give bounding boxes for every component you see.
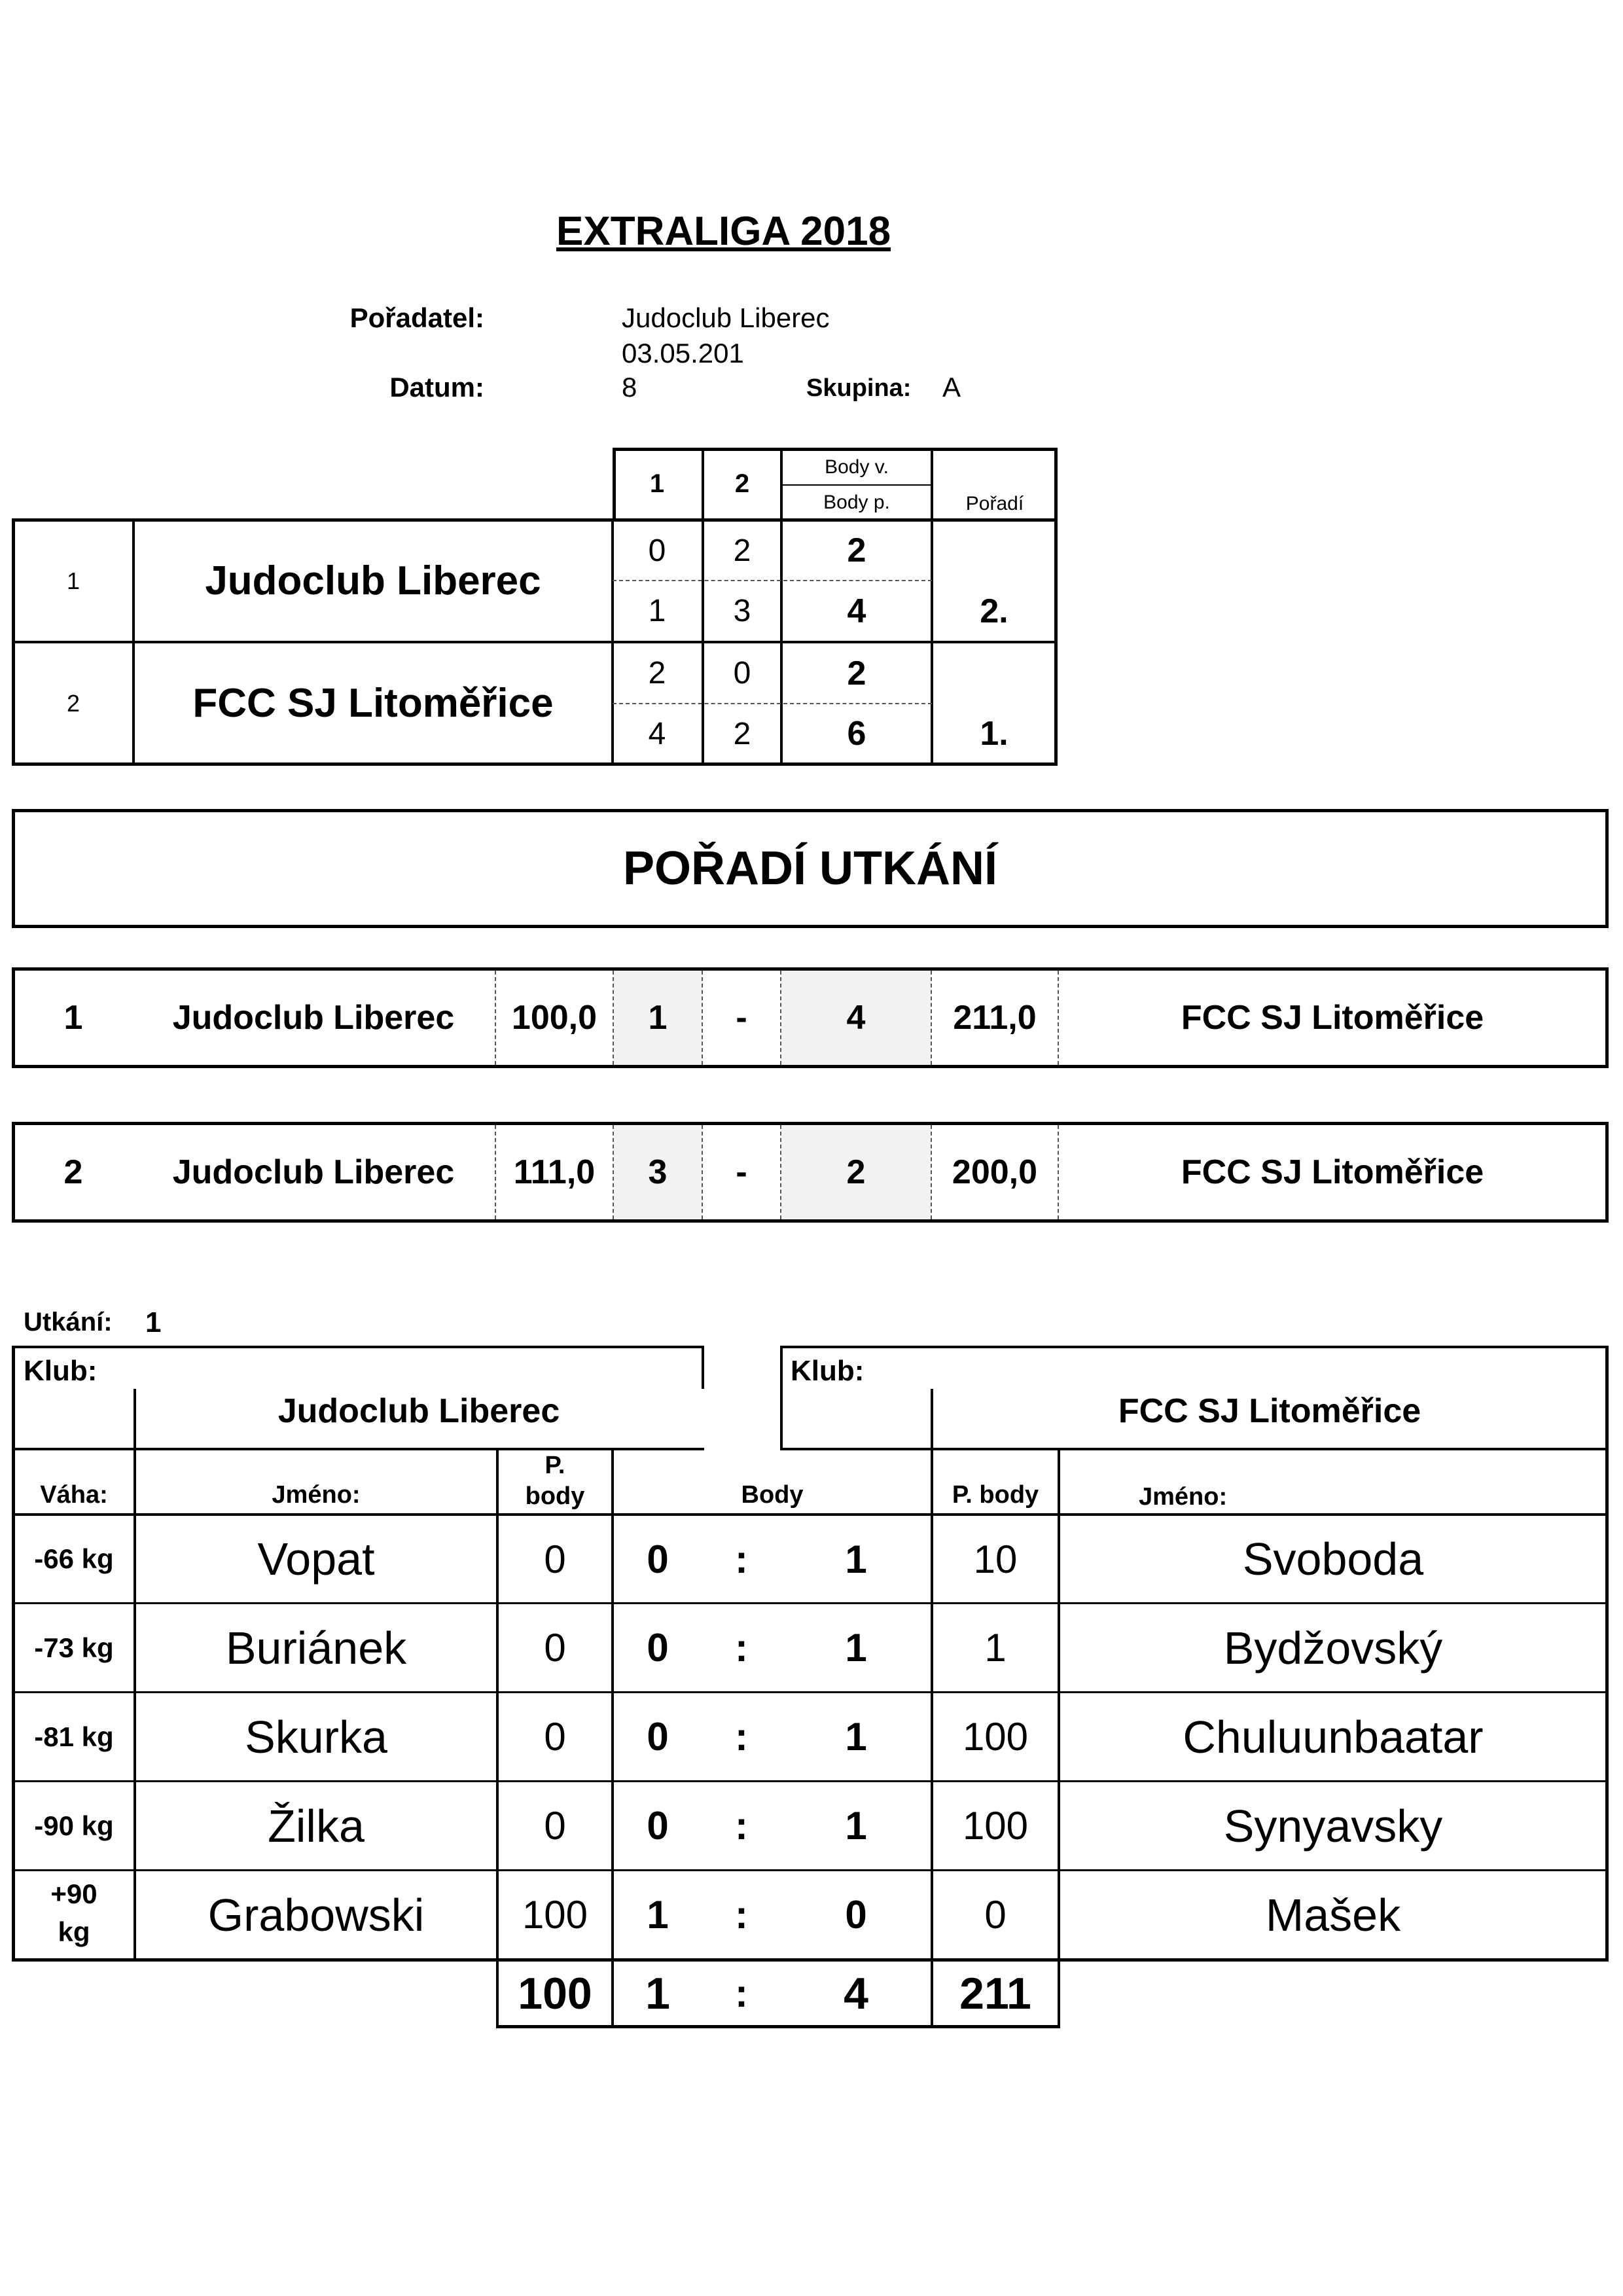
team-body: 2: [847, 654, 866, 692]
date-value-line1: 03.05.201: [622, 338, 744, 368]
bout-home-pts: 0: [544, 1804, 566, 1848]
bout-away-pts: 100: [962, 1804, 1029, 1848]
match-home-pts: 100,0: [511, 999, 597, 1037]
bout-sep: :: [735, 1893, 748, 1937]
away-klub-label: Klub:: [791, 1355, 865, 1387]
bout-home-score: 0: [647, 1626, 669, 1670]
bout-home-score: 0: [647, 1804, 669, 1848]
match-home: Judoclub Liberec: [172, 1153, 455, 1191]
bout-away-pts: 10: [973, 1537, 1018, 1581]
col-body: Body: [741, 1480, 804, 1509]
bout-sep: :: [735, 1537, 748, 1581]
match-sep: -: [736, 1153, 747, 1191]
bout-away-name: Mašek: [1265, 1889, 1401, 1941]
total-away-score: 4: [844, 1968, 868, 2018]
away-club-name: FCC SJ Litoměřice: [1118, 1392, 1421, 1430]
bout-home-pts: 100: [522, 1893, 588, 1937]
col-jmeno-right: Jméno:: [1139, 1483, 1228, 1511]
date-value-line2: 8: [622, 372, 637, 403]
bout-away-score: 1: [845, 1715, 867, 1759]
total-away-pts: 211: [959, 1968, 1031, 2018]
bout-home-score: 0: [647, 1715, 669, 1759]
bout-home-pts: 0: [544, 1715, 566, 1759]
standings-body-p: Body p.: [823, 492, 890, 513]
bout-home-name: Vopat: [257, 1534, 375, 1585]
match-away-score: 2: [846, 1153, 866, 1191]
match-num: 2: [63, 1153, 83, 1191]
team-score: 0: [648, 533, 666, 568]
team-num: 2: [66, 689, 80, 717]
bout-away-score: 1: [845, 1537, 867, 1581]
team-place: 2.: [980, 592, 1008, 630]
match-sep: -: [736, 999, 747, 1037]
date-label: Datum:: [389, 372, 484, 403]
team-body: 6: [847, 715, 866, 753]
col-pbody-l1: P.: [544, 1451, 565, 1479]
standings-body-v: Body v.: [825, 456, 889, 478]
match-home-score: 1: [648, 999, 668, 1037]
bout-away-score: 1: [845, 1626, 867, 1670]
bout-home-name: Grabowski: [207, 1889, 425, 1941]
utkani-value: 1: [145, 1306, 162, 1338]
match-away: FCC SJ Litoměřice: [1181, 999, 1484, 1037]
standings-col-1: 1: [649, 469, 665, 498]
bout-away-name: Chuluunbaatar: [1183, 1711, 1484, 1763]
bout-home-name: Buriánek: [225, 1622, 407, 1674]
col-vaha: Váha:: [40, 1480, 108, 1509]
col-jmeno: Jméno:: [272, 1480, 361, 1509]
team-score: 0: [733, 656, 751, 691]
organizer-label: Pořadatel:: [349, 302, 484, 333]
home-club-name: Judoclub Liberec: [277, 1392, 560, 1430]
team-score: 2: [733, 716, 751, 751]
team-name: Judoclub Liberec: [205, 558, 541, 603]
team-num: 1: [66, 567, 80, 594]
bout-weight-l2: kg: [58, 1916, 90, 1947]
col-pbody-right: P. body: [952, 1480, 1039, 1509]
standings-col-2: 2: [734, 469, 750, 498]
bout-away-pts: 100: [962, 1715, 1029, 1759]
col-pbody-l2: body: [525, 1482, 585, 1510]
match-away-score: 4: [846, 999, 866, 1037]
group-label: Skupina:: [806, 374, 912, 402]
team-name: FCC SJ Litoměřice: [192, 681, 554, 726]
team-score: 1: [648, 594, 666, 628]
bout-away-score: 1: [845, 1804, 867, 1848]
match-away: FCC SJ Litoměřice: [1181, 1153, 1484, 1191]
bout-away-name: Synyavsky: [1223, 1800, 1443, 1852]
match-home-pts: 111,0: [513, 1153, 596, 1191]
match-away-pts: 200,0: [952, 1153, 1038, 1191]
utkani-label: Utkání:: [24, 1308, 113, 1336]
bout-weight: -90 kg: [34, 1810, 114, 1841]
team-score: 2: [733, 533, 751, 568]
team-score: 4: [648, 716, 666, 751]
section-title: POŘADÍ UTKÁNÍ: [12, 809, 1609, 928]
match-home-score: 3: [648, 1153, 668, 1191]
team-score: 2: [648, 656, 666, 691]
group-value: A: [942, 372, 961, 403]
total-home-score: 1: [645, 1968, 670, 2018]
bout-weight: -73 kg: [34, 1632, 114, 1663]
team-body: 2: [847, 531, 866, 569]
bout-weight: -81 kg: [34, 1721, 114, 1752]
bout-sep: :: [735, 1715, 748, 1759]
bout-home-name: Skurka: [245, 1711, 387, 1763]
bout-away-pts: 0: [984, 1893, 1007, 1937]
bout-sep: :: [735, 1626, 748, 1670]
page-title: EXTRALIGA 2018: [556, 209, 891, 254]
match-home: Judoclub Liberec: [172, 999, 455, 1037]
total-sep: :: [735, 1971, 748, 2015]
bout-home-name: Žilka: [268, 1800, 365, 1852]
home-klub-label: Klub:: [24, 1355, 98, 1387]
bout-home-pts: 0: [544, 1626, 566, 1670]
team-body: 4: [847, 592, 866, 630]
bout-sep: :: [735, 1804, 748, 1848]
bout-away-score: 0: [845, 1893, 867, 1937]
match-num: 1: [63, 999, 83, 1037]
organizer-value: Judoclub Liberec: [622, 302, 830, 333]
standings-poradi: Pořadí: [965, 493, 1024, 514]
bout-weight-l1: +90: [50, 1878, 98, 1909]
bout-away-pts: 1: [984, 1626, 1007, 1670]
bout-home-score: 0: [647, 1537, 669, 1581]
bout-away-name: Svoboda: [1242, 1534, 1424, 1585]
bout-home-score: 1: [647, 1893, 669, 1937]
team-score: 3: [733, 594, 751, 628]
bout-home-pts: 0: [544, 1537, 566, 1581]
bout-away-name: Bydžovský: [1223, 1622, 1443, 1674]
match-away-pts: 211,0: [953, 999, 1037, 1037]
bout-weight: -66 kg: [34, 1543, 114, 1574]
team-place: 1.: [980, 715, 1008, 753]
total-home-pts: 100: [518, 1968, 592, 2018]
